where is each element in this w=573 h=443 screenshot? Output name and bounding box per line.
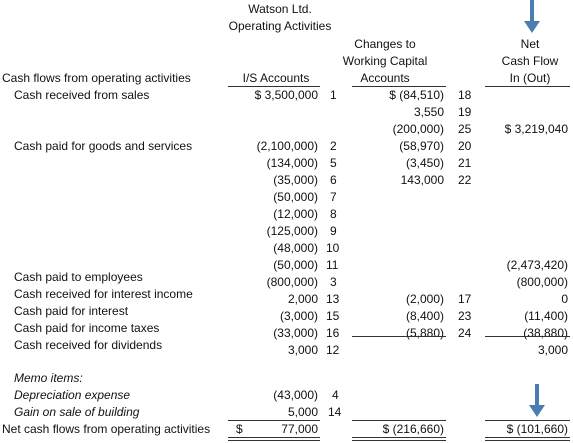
net-header-line2: Cash Flow xyxy=(501,54,559,68)
company-name: Watson Ltd. xyxy=(248,2,312,16)
is-ref: 16 xyxy=(326,326,340,340)
label-taxes: Cash paid for income taxes xyxy=(14,321,160,335)
down-arrow-icon xyxy=(523,0,541,34)
is-value: (50,000) xyxy=(273,258,318,272)
label-net-total: Net cash flows from operating activities xyxy=(2,422,211,436)
net-header-line1: Net xyxy=(520,37,540,51)
wc-subtotal-line xyxy=(352,336,446,337)
net-header-line3: In (Out) xyxy=(509,71,551,85)
is-value: (134,000) xyxy=(266,156,318,170)
is-value: (35,000) xyxy=(273,173,318,187)
net-value: 0 xyxy=(561,292,568,306)
wc-double-underline xyxy=(352,437,446,441)
is-ref: 3 xyxy=(330,275,337,289)
label-depreciation: Depreciation expense xyxy=(14,388,131,402)
net-value: $ 3,219,040 xyxy=(504,122,568,136)
label-dividends: Cash received for dividends xyxy=(14,338,163,352)
wc-ref: 25 xyxy=(458,122,472,136)
down-arrow-icon xyxy=(528,384,546,418)
wc-value: (2,000) xyxy=(405,292,444,306)
wc-value: (58,970) xyxy=(399,139,444,153)
is-ref: 11 xyxy=(326,258,339,272)
is-accounts-header: I/S Accounts xyxy=(242,71,310,85)
is-value: (12,000) xyxy=(273,207,318,221)
wc-ref: 24 xyxy=(458,326,472,340)
wc-header-line3: Accounts xyxy=(360,71,410,85)
wc-value: $ (84,510) xyxy=(389,88,444,102)
memo-is-value: (43,000) xyxy=(273,388,318,402)
memo-is-ref: 14 xyxy=(328,405,342,419)
net-value: (800,000) xyxy=(516,275,568,289)
is-ref: 10 xyxy=(326,241,340,255)
wc-ref: 18 xyxy=(458,88,472,102)
net-value: 3,000 xyxy=(537,343,568,357)
wc-ref: 21 xyxy=(458,156,472,170)
wc-total-value: $ (216,660) xyxy=(382,422,444,436)
report-subtitle: Operating Activities xyxy=(228,19,332,33)
is-value: (800,000) xyxy=(266,275,318,289)
memo-is-value: 5,000 xyxy=(287,405,318,419)
is-ref: 12 xyxy=(326,343,340,357)
wc-value: (5,880) xyxy=(405,326,444,340)
is-ref: 5 xyxy=(330,156,337,170)
is-value: (2,100,000) xyxy=(256,139,318,153)
is-value: (3,000) xyxy=(279,309,318,323)
wc-value: 3,550 xyxy=(413,105,444,119)
wc-ref: 20 xyxy=(458,139,472,153)
is-ref: 15 xyxy=(326,309,340,323)
is-value: (48,000) xyxy=(273,241,318,255)
wc-ref: 19 xyxy=(458,105,472,119)
is-double-underline xyxy=(228,437,320,441)
net-total-value: $ (101,660) xyxy=(506,422,568,436)
is-value: 2,000 xyxy=(287,292,318,306)
is-ref: 1 xyxy=(330,88,337,102)
net-header-underline xyxy=(485,86,570,87)
wc-header-underline xyxy=(352,86,446,87)
label-interest-income: Cash received for interest income xyxy=(14,287,193,301)
wc-header-line2: Working Capital xyxy=(342,54,428,68)
wc-value: 143,000 xyxy=(400,173,444,187)
wc-value: (200,000) xyxy=(392,122,444,136)
net-total-line xyxy=(485,420,570,421)
wc-ref: 17 xyxy=(458,292,472,306)
net-value: (11,400) xyxy=(524,309,568,323)
is-total-value: 77,000 xyxy=(281,422,318,436)
is-value: (50,000) xyxy=(273,190,318,204)
is-ref: 2 xyxy=(330,139,337,153)
memo-is-ref: 4 xyxy=(332,388,339,402)
label-employees: Cash paid to employees xyxy=(14,270,143,284)
is-value: 3,000 xyxy=(287,343,318,357)
wc-total-line xyxy=(352,420,446,421)
is-ref: 9 xyxy=(330,224,337,238)
is-value: $ 3,500,000 xyxy=(254,88,318,102)
net-value: (38,880) xyxy=(523,326,568,340)
wc-ref: 23 xyxy=(458,309,472,323)
label-interest-paid: Cash paid for interest xyxy=(14,304,129,318)
is-header-underline xyxy=(228,86,320,87)
net-subtotal-line xyxy=(485,336,570,337)
is-value: (125,000) xyxy=(266,224,318,238)
label-goods: Cash paid for goods and services xyxy=(14,139,193,153)
is-ref: 13 xyxy=(326,292,340,306)
net-double-underline xyxy=(485,437,570,441)
is-value: (33,000) xyxy=(273,326,318,340)
label-sales: Cash received from sales xyxy=(14,88,150,102)
is-ref: 7 xyxy=(330,190,337,204)
net-value: (2,473,420) xyxy=(506,258,568,272)
is-total-dollar: $ xyxy=(236,422,243,436)
is-ref: 8 xyxy=(330,207,337,221)
label-gain: Gain on sale of building xyxy=(14,405,140,419)
section-title: Cash flows from operating activities xyxy=(2,71,191,85)
label-memo: Memo items: xyxy=(14,371,83,385)
wc-value: (3,450) xyxy=(405,156,444,170)
wc-ref: 22 xyxy=(458,173,472,187)
wc-value: (8,400) xyxy=(405,309,444,323)
is-total-line xyxy=(228,420,320,421)
is-ref: 6 xyxy=(330,173,337,187)
wc-header-line1: Changes to xyxy=(354,37,416,51)
